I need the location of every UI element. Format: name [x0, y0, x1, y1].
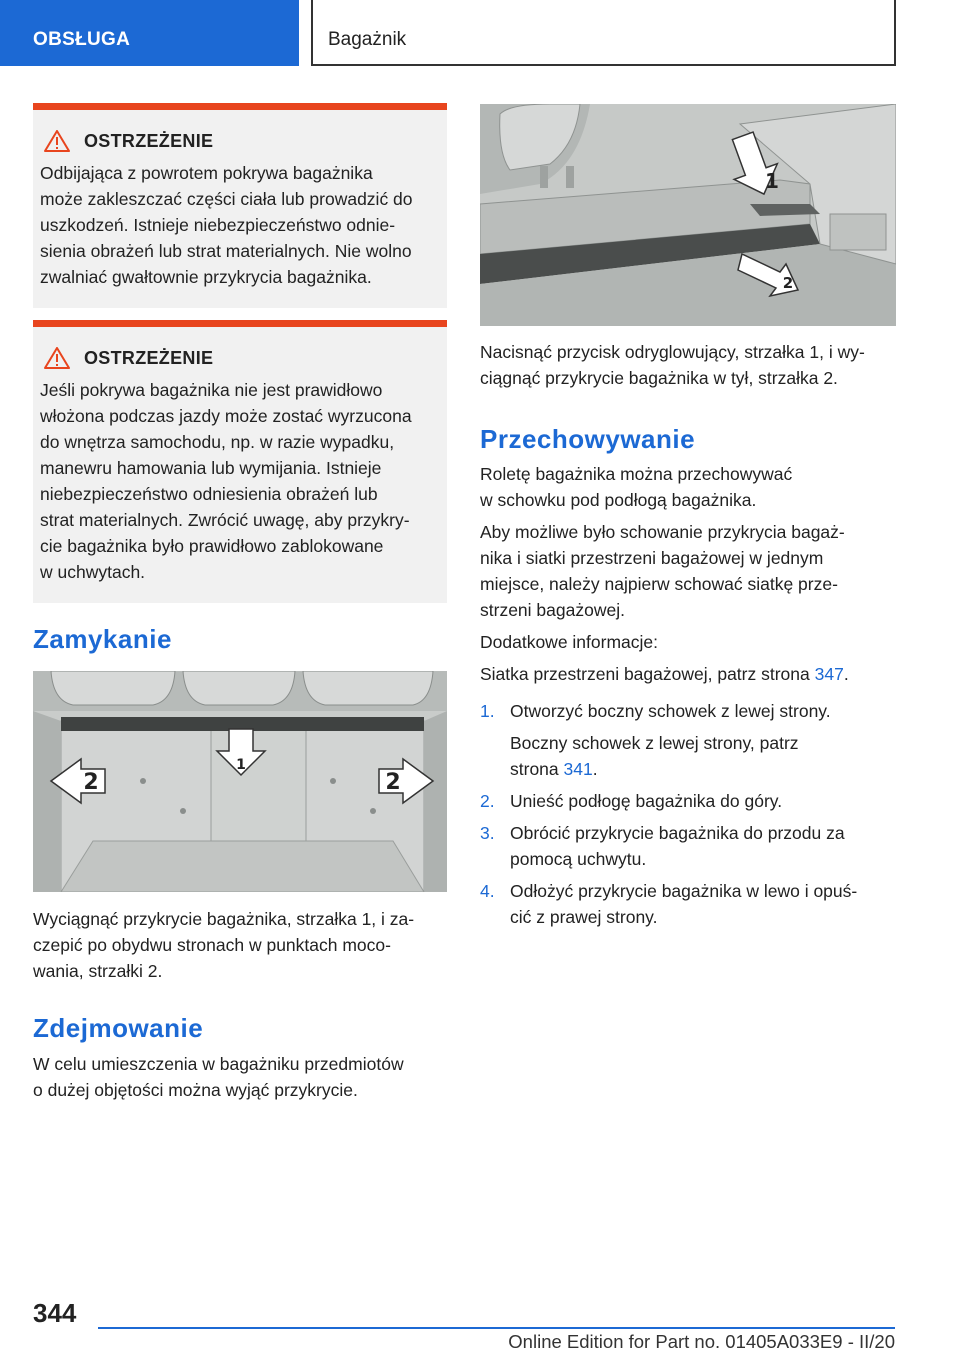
figure-release-button [480, 104, 896, 326]
text-przechowywanie: Roletę bagażnika można przechowywać w schowku pod podłogą bagażnika. Aby możliwe było schowanie przykrycia bagaż- nika i siatki przestrzeni bagażowej w jednym miejsce, należy najpierw schować siatkę prze- strzeni bagażowej. Dodatkowe informacje: Siatka przestrzeni bagażowej, patrz strona 347. [480, 464, 849, 684]
page-link-347[interactable]: 347 [814, 664, 844, 684]
figure-label-1: 1 [765, 169, 779, 193]
footer-edition: Online Edition for Part no. 01405A033E9 - II/20 [508, 1331, 895, 1352]
page-title: Bagażnik [328, 29, 407, 50]
warning-box-1 [33, 103, 447, 308]
list-item: 4. Odłożyć przykrycie bagażnika w lewo i opuś- cić z prawej strony. [480, 881, 858, 927]
list-item: 1. Otworzyć boczny schowek z lewej strony. [480, 701, 831, 721]
page-header [311, 0, 896, 66]
caption-zamykanie: Wyciągnąć przykrycie bagażnika, strzałka 1, i za- czepić po obydwu stronach w punktach moco- wania, strzałki 2. [33, 909, 415, 981]
figure-trunk-closing [33, 671, 447, 892]
section-tab [0, 0, 299, 66]
caption-release: Nacisnąć przycisk odryglowujący, strzałka 1, i wy- ciągnąć przykrycie bagażnika w tył, strzałka 2. [480, 342, 865, 388]
section-label: OBSŁUGA [33, 29, 131, 50]
heading-przechowywanie: Przechowywanie [480, 424, 696, 454]
warning-title: OSTRZEŻENIE [84, 347, 214, 368]
warning-title: OSTRZEŻENIE [84, 130, 214, 151]
text-zdejmowanie: W celu umieszczenia w bagażniku przedmiotów o dużej objętości można wyjąć przykrycie. [33, 1054, 404, 1100]
list-item: 2. Unieść podłogę bagażnika do góry. [480, 791, 783, 811]
warning-icon [44, 130, 78, 152]
warning-text: Jeśli pokrywa bagażnika nie jest prawidłowo włożona podczas jazdy może zostać wyrzucona do wnętrza samochodu, np. w razie wypadku, manewru hamowania lub wymijania. Istnieje niebezpieczeństwo odniesienia obrażeń lub strat materialnych. Zwrócić uwagę, aby przykry- cie bagażnika było prawidłowo zablokowane w uchwytach. [40, 380, 412, 582]
figure-label-1: 1 [236, 757, 246, 773]
page-number: 344 [33, 1298, 77, 1328]
figure-label-2-left: 2 [83, 770, 99, 795]
footer-divider [98, 1327, 895, 1329]
list-item-sub: Boczny schowek z lewej strony, patrz strona 341. [510, 733, 799, 779]
warning-text: Odbijająca z powrotem pokrywa bagażnika może zakleszczać części ciała lub prowadzić do uszkodzeń. Istnieje niebezpieczeństwo odnie- sienia obrażeń lub strat materialnych. Nie wolno zwalniać gwałtownie przykrycia bagażnika. [40, 163, 413, 287]
heading-zamykanie: Zamykanie [33, 624, 172, 654]
page-link-341[interactable]: 341 [563, 759, 593, 779]
heading-zdejmowanie: Zdejmowanie [33, 1013, 204, 1043]
figure-label-2: 2 [782, 274, 794, 292]
list-item: 3. Obrócić przykrycie bagażnika do przodu za pomocą uchwytu. [480, 823, 845, 869]
steps-list [480, 698, 896, 930]
figure-label-2-right: 2 [385, 770, 401, 795]
warning-box-2 [33, 320, 447, 603]
warning-icon [44, 347, 78, 369]
